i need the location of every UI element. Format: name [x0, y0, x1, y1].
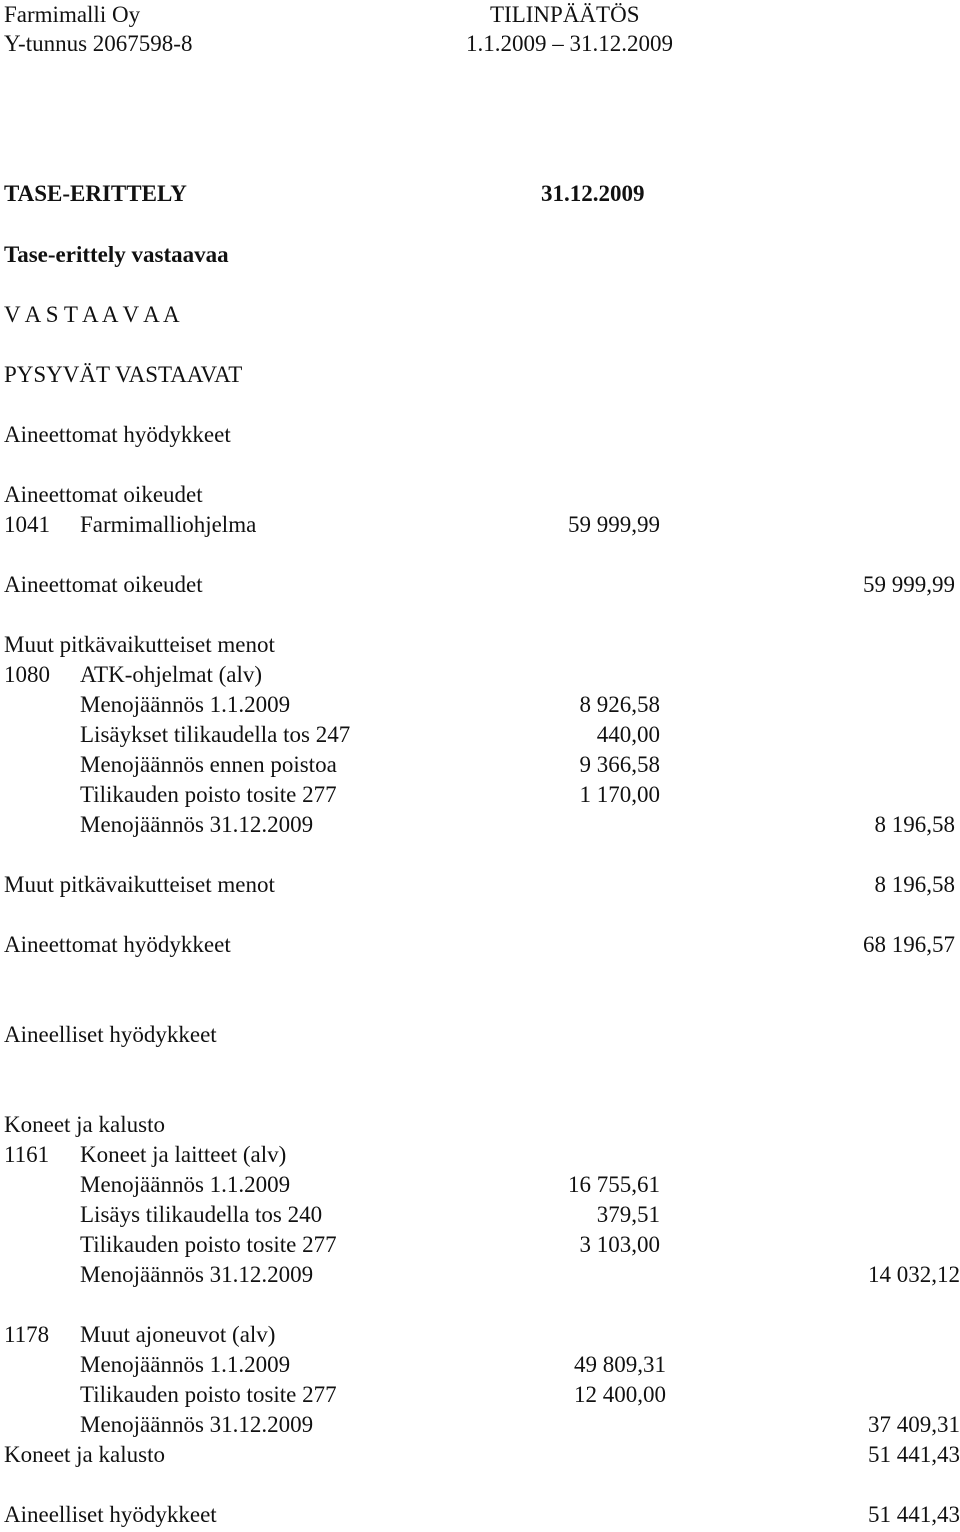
- detail-value: 1 170,00: [579, 782, 660, 807]
- detail-value: 3 103,00: [579, 1232, 660, 1257]
- detail-value: 440,00: [596, 722, 660, 747]
- detail-value: 16 755,61: [568, 1172, 660, 1197]
- intangible-rights-total-label: Aineettomat oikeudet: [4, 572, 203, 597]
- account-name: Muut ajoneuvot (alv): [80, 1322, 276, 1347]
- detail-value: 8 926,58: [579, 692, 660, 717]
- assets-heading: V A S T A A V A A: [4, 302, 180, 327]
- closing-balance-label: Menojäännös 31.12.2009: [80, 812, 314, 837]
- company-name: Farmimalli Oy: [4, 2, 141, 27]
- account-number: 1178: [4, 1322, 50, 1347]
- closing-balance-value: 14 032,12: [868, 1262, 960, 1287]
- closing-balance-value: 8 196,58: [874, 812, 955, 837]
- intangible-total-value: 68 196,57: [863, 932, 955, 957]
- business-id: Y-tunnus 2067598-8: [4, 31, 193, 56]
- machinery-total-value: 51 441,43: [868, 1442, 960, 1467]
- account-name: ATK-ohjelmat (alv): [80, 662, 263, 687]
- closing-balance-label: Menojäännös 31.12.2009: [80, 1262, 314, 1287]
- lte-total-value: 8 196,58: [874, 872, 955, 897]
- fixed-assets-heading: PYSYVÄT VASTAAVAT: [4, 362, 243, 387]
- detail-label: Menojäännös 1.1.2009: [80, 1352, 291, 1377]
- account-value: 59 999,99: [568, 512, 660, 537]
- detail-label: Tilikauden poisto tosite 277: [80, 1382, 337, 1407]
- intangible-rights-heading: Aineettomat oikeudet: [4, 482, 203, 507]
- fiscal-period: 1.1.2009 – 31.12.2009: [466, 31, 673, 56]
- closing-balance-value: 37 409,31: [868, 1412, 960, 1437]
- detail-label: Menojäännös 1.1.2009: [80, 1172, 291, 1197]
- intangible-heading: Aineettomat hyödykkeet: [4, 422, 231, 447]
- detail-label: Tilikauden poisto tosite 277: [80, 782, 337, 807]
- account-number: 1161: [4, 1142, 50, 1167]
- intangible-rights-total-value: 59 999,99: [863, 572, 955, 597]
- detail-label: Lisäykset tilikaudella tos 247: [80, 722, 351, 747]
- detail-label: Lisäys tilikaudella tos 240: [80, 1202, 323, 1227]
- detail-value: 12 400,00: [574, 1382, 666, 1407]
- tangible-total-value: 51 441,43: [868, 1502, 960, 1527]
- machinery-heading: Koneet ja kalusto: [4, 1112, 165, 1137]
- section-date: 31.12.2009: [541, 181, 645, 206]
- account-number: 1080: [4, 662, 50, 687]
- lte-total-label: Muut pitkävaikutteiset menot: [4, 872, 275, 897]
- lte-heading: Muut pitkävaikutteiset menot: [4, 632, 275, 657]
- section-subtitle: Tase-erittely vastaavaa: [4, 242, 229, 267]
- closing-balance-label: Menojäännös 31.12.2009: [80, 1412, 314, 1437]
- account-name: Koneet ja laitteet (alv): [80, 1142, 287, 1167]
- detail-label: Tilikauden poisto tosite 277: [80, 1232, 337, 1257]
- detail-value: 9 366,58: [579, 752, 660, 777]
- section-title: TASE-ERITTELY: [4, 181, 187, 206]
- account-number: 1041: [4, 512, 50, 537]
- document-title: TILINPÄÄTÖS: [490, 2, 640, 27]
- detail-label: Menojäännös 1.1.2009: [80, 692, 291, 717]
- detail-label: Menojäännös ennen poistoa: [80, 752, 337, 777]
- tangible-total-label: Aineelliset hyödykkeet: [4, 1502, 217, 1527]
- machinery-total-label: Koneet ja kalusto: [4, 1442, 165, 1467]
- account-name: Farmimalliohjelma: [80, 512, 257, 537]
- detail-value: 379,51: [596, 1202, 660, 1227]
- intangible-total-label: Aineettomat hyödykkeet: [4, 932, 231, 957]
- tangible-heading: Aineelliset hyödykkeet: [4, 1022, 217, 1047]
- detail-value: 49 809,31: [574, 1352, 666, 1377]
